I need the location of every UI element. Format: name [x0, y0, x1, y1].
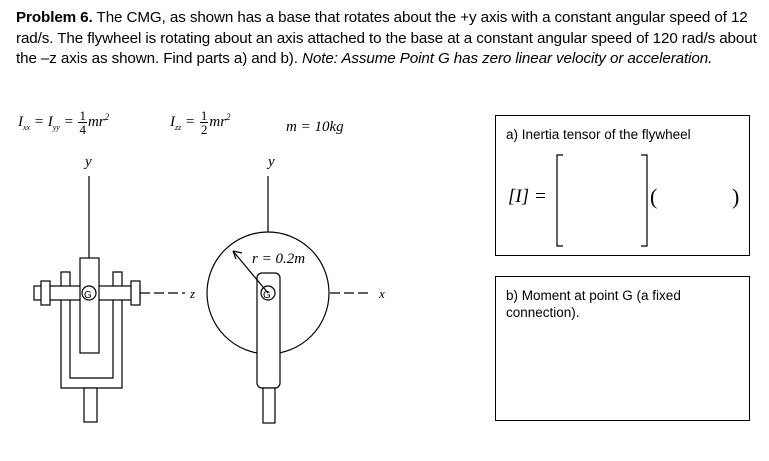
matrix-right-bracket — [641, 155, 647, 246]
right-x-label: x — [379, 286, 385, 301]
radius-label: r = 0.2m — [252, 251, 306, 267]
inertia-formula-xx-yy: $I_{xx} = I_{yy}$ = $\frac{1}{4}$ $mr^2$ — [18, 108, 110, 137]
left-y-label: y — [85, 154, 92, 170]
paren-open: ( — [650, 184, 658, 209]
fraction-one-half: $\frac{1}{2}$ — [200, 108, 208, 137]
right-stem — [263, 388, 275, 423]
tensor-lhs: [I] = — [508, 186, 547, 207]
paren-close: ) — [732, 184, 740, 209]
fraction-one-quarter: $\frac{1}{4}$ — [79, 108, 86, 137]
matrix-left-bracket — [557, 155, 563, 246]
answer-box-a[interactable] — [495, 115, 750, 256]
right-y-label: y — [268, 154, 275, 170]
problem-label: Problem 6. — [16, 9, 93, 26]
left-flywheel-edge — [80, 258, 99, 353]
answer-b-label: b) Moment at point G (a fixed connection). — [506, 288, 681, 320]
front-view-diagram — [207, 176, 372, 423]
right-g-label: G — [263, 290, 271, 301]
tensor-brackets — [496, 116, 751, 257]
left-collar-r — [131, 281, 140, 305]
mass-value: m = 10kg — [286, 119, 344, 135]
inertia-formula-zz: $I_{zz}$ = $\frac{1}{2}$ $mr^2$ — [170, 108, 231, 137]
problem-note: Note: Assume Point G has zero linear velocity or acceleration. — [302, 50, 713, 67]
left-g-label: G — [84, 290, 92, 301]
side-view-diagram — [34, 176, 185, 422]
left-stem — [84, 388, 97, 422]
answer-box-b[interactable] — [495, 276, 750, 421]
left-collar-l — [41, 281, 50, 305]
answer-a-label: a) Inertia tensor of the flywheel — [506, 127, 691, 142]
problem-body: The CMG, as shown has a base that rotates about the +y axis with a constant angular speed of 12 rad/s. The flywheel is rotating about an axis attached to the base at a constant angular speed of 120 rad/s about the –z axis as shown. Find parts a) and b). — [16, 9, 757, 67]
left-z-label: z — [190, 286, 196, 301]
